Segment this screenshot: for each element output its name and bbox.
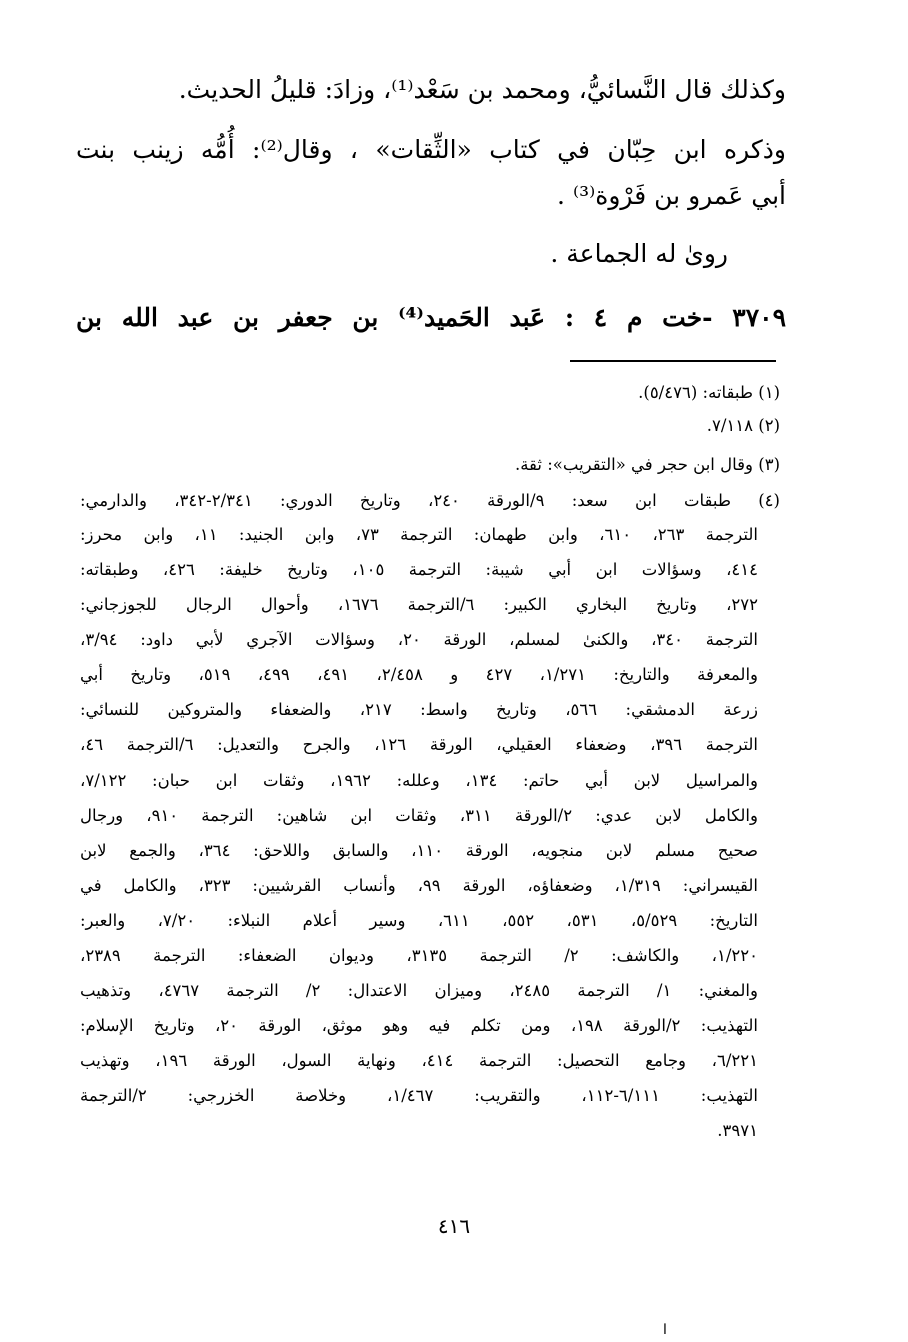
footnote-4-line-19: ٣٩٧١. — [717, 1121, 758, 1140]
main-text-line-2: وذكره ابن حِبّان في كتاب «الثِّقات» ، وقال⁽²⁾: أُمُّه زينب بنت — [76, 135, 786, 164]
footnote-4-line-12: القيسراني: ١/٣١٩، وضعفاؤه، الورقة ٩٩، وأنساب القرشيين: ٣٢٣، والكامل في — [80, 876, 759, 895]
footnote-4-line-18: التهذيب: ٦/١١١-١١٢، والتقريب: ١/٤٦٧، وخلاصة الخزرجي: ٢/الترجمة — [80, 1086, 758, 1105]
footnote-4-line-1: (٤) طبقات ابن سعد: ٩/الورقة ٢٤٠، وتاريخ الدوري: ٢/٣٤١-٣٤٢، والدارمي: — [80, 491, 780, 510]
footnote-4-line-14: ١/٢٢٠، والكاشف: ٢/ الترجمة ٣١٣٥، وديوان الضعفاء: الترجمة ٢٣٨٩، — [80, 946, 758, 965]
footnote-divider — [570, 360, 776, 362]
footnote-1: (١) طبقاته: (٥/٤٧٦). — [638, 383, 780, 402]
footnote-4-line-11: صحيح مسلم لابن منجويه، الورقة ١١٠، والسابق واللاحق: ٣٦٤، والجمع لابن — [80, 841, 759, 860]
footnote-4-line-15: والمغني: ١/ الترجمة ٢٤٨٥، وميزان الاعتدال: ٢/ الترجمة ٤٧٦٧، وتذهيب — [80, 981, 758, 1000]
entry-dash: - — [702, 303, 713, 332]
entry-number: ٣٧٠٩ — [732, 303, 786, 332]
footnote-4-line-16: التهذيب: ٢/الورقة ١٩٨، ومن تكلم فيه وهو موثق، الورقة ٢٠، وتاريخ الإسلام: — [80, 1016, 758, 1035]
entry-colon: : — [564, 303, 575, 332]
footnote-4-line-6: والمعرفة والتاريخ: ١/٢٧١، ٤٢٧ و ٢/٤٥٨، ٤٩١، ٤٩٩، ٥١٩، وتاريخ أبي — [80, 665, 759, 684]
footnote-4-line-10: والكامل لابن عدي: ٢/الورقة ٣١١، وثقات ابن شاهين: الترجمة ٩١٠، ورجال — [80, 806, 758, 825]
footnote-4-line-7: زرعة الدمشقي: ٥٦٦، وتاريخ واسط: ٢١٧، والضعفاء والمتروكين للنسائي: — [80, 700, 758, 719]
footnote-4-line-9: والمراسيل لابن أبي حاتم: ١٣٤، وعلله: ١٩٦٢، وثقات ابن حبان: ٧/١٢٢، — [80, 771, 758, 790]
footnote-4-line-17: ٦/٢٢١، وجامع التحصيل: الترجمة ٤١٤، ونهاية السول، الورقة ١٩٦، وتهذيب — [80, 1051, 758, 1070]
footnote-4-line-13: التاريخ: ٥/٥٢٩، ٥٣١، ٥٥٢، ٦١١، وسير أعلام النبلاء: ٧/٢٠، والعبر: — [80, 911, 759, 930]
entry-name: عَبد الحَميد⁽⁴⁾ بن جعفر بن عبد الله بن — [76, 303, 546, 332]
footnote-3: (٣) وقال ابن حجر في «التقريب»: ثقة. — [514, 455, 780, 474]
footnote-2: (٢) ٧/١١٨. — [706, 416, 780, 435]
footnote-4-line-4: ٢٧٢، وتاريخ البخاري الكبير: ٦/الترجمة ١٦٧٦، وأحوال الرجال للجوزجاني: — [80, 595, 758, 614]
biography-entry-heading — [76, 300, 786, 336]
footnote-4-line-2: الترجمة ٢٦٣، ٦١٠، وابن طهمان: الترجمة ٧٣، وابن الجنيد: ١١، وابن محرز: — [80, 525, 758, 544]
footnote-4-line-8: الترجمة ٣٩٦، وضعفاء العقيلي، الورقة ١٢٦، والجرح والتعديل: ٦/الترجمة ٤٦، — [80, 735, 759, 754]
main-text-line-4: روىٰ له الجماعة . — [550, 239, 728, 268]
scan-mark: ا — [663, 1322, 667, 1338]
entry-codes: خت م ٤ — [593, 303, 703, 332]
page-number: ٤١٦ — [437, 1214, 471, 1238]
footnote-4-line-3: ٤١٤، وسؤالات ابن أبي شيبة: الترجمة ١٠٥، وتاريخ خليفة: ٤٢٦، وطبقاته: — [80, 560, 758, 579]
footnote-4-line-5: الترجمة ٣٤٠، والكنىٰ لمسلم، الورقة ٢٠، وسؤالات الآجري لأبي داود: ٣/٩٤، — [80, 630, 759, 649]
main-text-line-1: وكذلك قال النَّسائيُّ، ومحمد بن سَعْد⁽¹⁾، وزادَ: قليلُ الحديث. — [178, 75, 786, 104]
main-text-line-3: أبي عَمرو بن فَرْوة⁽³⁾ . — [557, 181, 786, 210]
